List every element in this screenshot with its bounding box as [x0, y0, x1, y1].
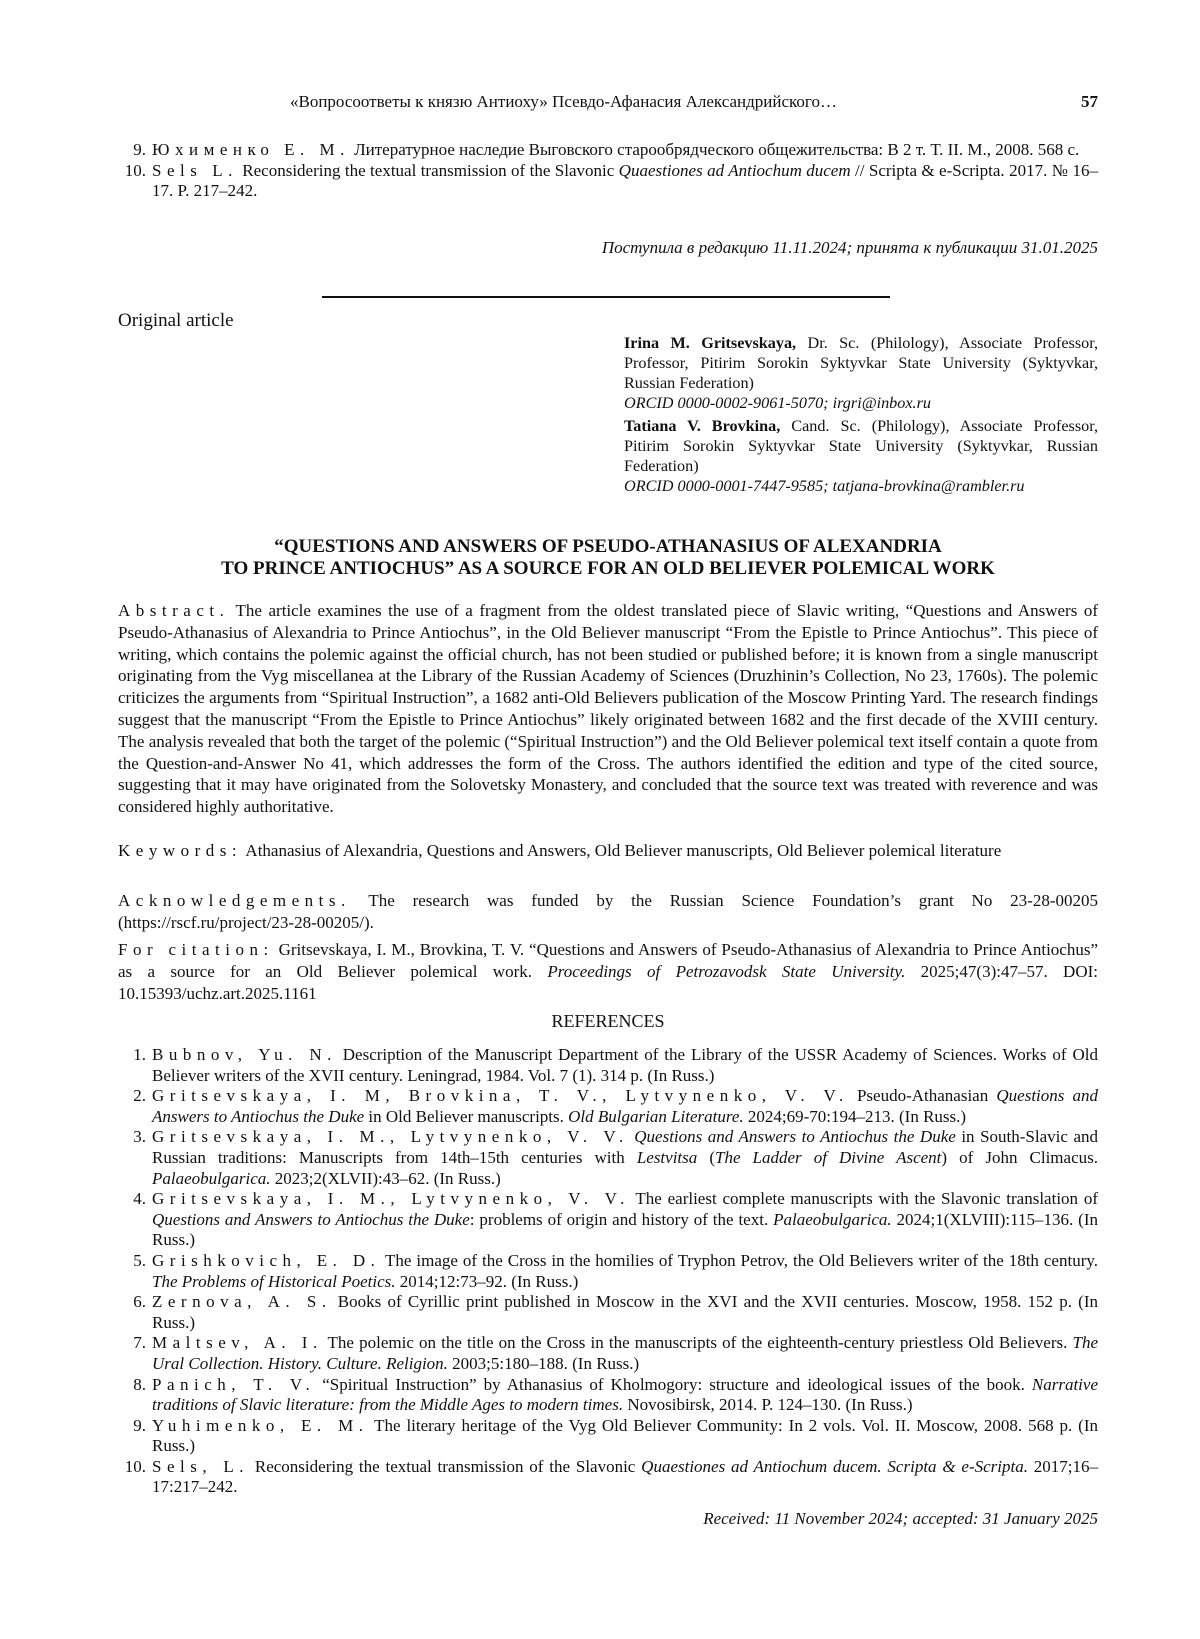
reference-text: 2023;2(XLVII):43–62. (In Russ.) — [270, 1168, 501, 1188]
reference-number: 8. — [133, 1374, 146, 1394]
reference-text: 2024;69-70:194–213. (In Russ.) — [743, 1106, 967, 1126]
reference-text: The image of the Cross in the homilies of Tryphon Petrov, the Old Believers writer of the 18th century. — [385, 1250, 1098, 1270]
reference-text: 2003;5:180–188. (In Russ.) — [447, 1353, 640, 1373]
article-title-line-2: TO PRINCE ANTIOCHUS” AS A SOURCE FOR AN OLD BELIEVER POLEMICAL WORK — [221, 557, 995, 579]
author-name: Irina M. Gritsevskaya, — [624, 334, 797, 352]
reference-text: // Scripta & e-Scripta. 2017. № 16–17. P. 217–242. — [152, 160, 1098, 201]
reference-number: 1. — [133, 1045, 146, 1064]
reference-author: Gritsevskaya, I. M, Brovkina, T. V., Lytvynenko, V. V. — [152, 1086, 849, 1106]
author-affiliation: Cand. Sc. (Philology), Associate Professor, Pitirim Sorokin Syktyvkar State University (Syktyvkar, Russian Federation) — [624, 417, 1099, 475]
author-name: Tatiana V. Brovkina, — [624, 417, 781, 435]
acknowledgements-label: Acknowledgements. — [118, 891, 351, 910]
reference-title: The Problems of Historical Poetics. — [152, 1271, 396, 1291]
reference-number: 6. — [133, 1292, 146, 1312]
reference-item — [118, 1045, 1098, 1086]
article-title-line-1: “QUESTIONS AND ANSWERS OF PSEUDO-ATHANASIUS OF ALEXANDRIA — [274, 536, 942, 557]
article-type: Original article — [118, 310, 234, 331]
running-head — [118, 92, 1098, 116]
reference-title: Old Bulgarian Literature. — [568, 1106, 744, 1126]
reference-number: 3. — [133, 1127, 146, 1147]
section-divider — [322, 296, 890, 298]
reference-text: Литературное наследие Выговского старообрядческого общежительства: В 2 т. Т. II. М., 2008. 568 с. — [354, 140, 1080, 159]
reference-text: 2014;12:73–92. (In Russ.) — [395, 1271, 579, 1291]
reference-text: Pseudo-Athanasian — [856, 1086, 997, 1106]
reference-text: The polemic on the title on the Cross in the manuscripts of the eighteenth-century priestless Old Believers. — [327, 1333, 1073, 1353]
reference-author: Zernova, A. S. — [152, 1292, 332, 1312]
citation — [118, 939, 1098, 1004]
ru-reference-10 — [118, 161, 1098, 202]
reference-text: 2024;1(XLVIII):115–136. (In Russ.) — [152, 1209, 1099, 1250]
author-block-2 — [624, 416, 1098, 496]
reference-text: ) of John Climacus. — [941, 1147, 1098, 1167]
en-received-note: Received: 11 November 2024; accepted: 31 January 2025 — [703, 1509, 1098, 1528]
references-heading: REFERENCES — [551, 1011, 665, 1031]
russian-reference-list — [118, 140, 1098, 202]
running-title: «Вопросоответы к князю Антиоху» Псевдо-Афанасия Александрийского… — [290, 92, 837, 111]
article-title — [118, 536, 1098, 579]
ru-received-note: Поступила в редакцию 11.11.2024; принята к публикации 31.01.2025 — [601, 238, 1098, 257]
reference-text: The earliest complete manuscripts with the Slavonic translation of — [635, 1189, 1098, 1209]
page-number: 57 — [1081, 92, 1098, 111]
keywords-text: Athanasius of Alexandria, Questions and Answers, Old Believer manuscripts, Old Believer polemical literature — [245, 841, 1002, 860]
acknowledgements — [118, 890, 1098, 934]
keywords — [118, 840, 1098, 862]
author-orcid: ORCID 0000-0002-9061-5070; irgri@inbox.ru — [624, 394, 931, 412]
reference-text: in Old Believer manuscripts. — [364, 1106, 569, 1126]
reference-title: Lestvitsa — [636, 1147, 698, 1167]
keywords-label: Keywords: — [118, 841, 243, 860]
reference-title: Quaestiones ad Antiochum ducem — [618, 160, 851, 180]
reference-number: 10. — [124, 1456, 146, 1476]
reference-item — [118, 1375, 1098, 1416]
reference-number: 4. — [133, 1189, 146, 1209]
reference-item — [118, 1457, 1098, 1498]
reference-author: Sels L. — [152, 160, 238, 180]
abstract-label: Abstract. — [118, 601, 230, 620]
abstract-text: The article examines the use of a fragment from the oldest translated piece of Slavic writing, “Questions and Answers of Pseudo-Athanasius of Alexandria to Prince Antiochus”, in the Old Believer manuscript “From the Epistle to Prince Antiochus”. This piece of writing, which contains the polemic against the official church, has not been studied or published before; it is known from a single manuscript originating from the Vyg miscellanea at the Library of the Russian Academy of Sciences (Druzhinin’s Collection, No 23, 1760s). The polemic criticizes the arguments from “Spiritual Instruction”, a 1682 anti-Old Believers publication of the Moscow Printing Yard. The research findings suggest that the manuscript “From the Epistle to Prince Antiochus” likely originated between 1682 and the first decade of the XVIII century. The analysis revealed that both the target of the polemic (“Spiritual Instruction”) and the Old Believer polemical text itself contain a quote from the Question-and-Answer No 41, which addresses the form of the Cross. The authors identified the edition and type of the cited source, suggesting that it may have originated from the Solovetsky Monastery, and concluded that the source text was treated with reverence and was considered highly authoritative. — [118, 601, 1098, 817]
reference-title: The Ural Collection. History. Culture. Religion. — [152, 1333, 1099, 1373]
reference-title: Palaeobulgarica. — [773, 1209, 892, 1229]
reference-text: Description of the Manuscript Department of the Library of the USSR Academy of Sciences. Works of Old Believer writers of the XVII century. Leningrad, 1984. Vol. 7 (1). 314 p. (In Russ.) — [152, 1045, 1098, 1085]
reference-number: 9. — [133, 140, 146, 159]
citation-text: Gritsevskaya, I. M., Brovkina, T. V. “Questions and Answers of Pseudo-Athanasius of Alexandria to Prince Antiochus” as a source for an Old Believer polemical work. — [118, 940, 1099, 981]
reference-title: Questions and Answers to Antiochus the Duke — [152, 1209, 470, 1229]
reference-list — [118, 1045, 1098, 1498]
reference-author: Maltsev, A. I. — [152, 1333, 323, 1353]
reference-text: Reconsidering the textual transmission of the Slavonic — [242, 160, 619, 180]
reference-item — [118, 1333, 1098, 1374]
reference-text: : problems of origin and history of the text. — [469, 1209, 774, 1229]
reference-text: in South-Slavic and Russian traditions: Manuscripts from 14th–15th centuries with — [152, 1127, 1098, 1167]
reference-text: 2017;16–17:217–242. — [152, 1456, 1099, 1497]
reference-title: Questions and Answers to Antiochus the Duke — [152, 1086, 1099, 1126]
abstract — [118, 600, 1098, 818]
reference-author: Panich, T. V. — [152, 1374, 316, 1394]
reference-title: Quaestiones ad Antiochum ducem. Scripta & e-Scripta. — [641, 1456, 1028, 1476]
reference-title: Questions and Answers to Antiochus the Duke — [634, 1127, 956, 1147]
reference-item — [118, 1416, 1098, 1457]
author-block-1 — [624, 333, 1098, 413]
reference-title: Narrative traditions of Slavic literature: from the Middle Ages to modern times. — [152, 1374, 1098, 1415]
author-orcid: ORCID 0000-0001-7447-9585; tatjana-brovkina@rambler.ru — [624, 477, 1025, 495]
reference-author: Sels, L. — [152, 1456, 250, 1476]
reference-author: Grishkovich, E. D. — [152, 1250, 381, 1270]
reference-author: Юхименко Е. М. — [152, 140, 350, 159]
reference-item — [118, 1292, 1098, 1333]
reference-title: Palaeobulgarica. — [152, 1168, 271, 1188]
reference-text: Books of Cyrillic print published in Moscow in the XVI and the XVII centuries. Moscow, 1958. 152 p. (In Russ.) — [152, 1292, 1098, 1332]
reference-item — [118, 1251, 1098, 1292]
reference-text: Reconsidering the textual transmission of the Slavonic — [254, 1456, 642, 1476]
reference-text: Novosibirsk, 2014. P. 124–130. (In Russ.) — [623, 1395, 913, 1415]
ru-reference-9 — [118, 140, 1098, 161]
reference-number: 2. — [133, 1086, 146, 1106]
reference-text: ( — [697, 1147, 715, 1167]
reference-text: “Spiritual Instruction” by Athanasius of Kholmogory: structure and ideological issues of the book. — [322, 1374, 1032, 1394]
citation-label: For citation: — [118, 940, 274, 959]
reference-number: 10. — [124, 160, 146, 180]
reference-item — [118, 1127, 1098, 1189]
reference-number: 7. — [133, 1333, 146, 1353]
reference-author: Gritsevskaya, I. M., Lytvynenko, V. V. — [152, 1189, 630, 1209]
reference-item — [118, 1086, 1098, 1127]
reference-author: Yuhimenko, E. M. — [152, 1415, 369, 1435]
reference-author: Bubnov, Yu. N. — [152, 1045, 337, 1064]
reference-item — [118, 1189, 1098, 1251]
reference-number: 9. — [133, 1415, 146, 1435]
reference-author: Gritsevskaya, I. M., Lytvynenko, V. V. — [152, 1127, 629, 1147]
author-affiliation: Dr. Sc. (Philology), Associate Professor, Professor, Pitirim Sorokin Syktyvkar State University (Syktyvkar, Russian Federation) — [624, 334, 1099, 392]
acknowledgements-text: The research was funded by the Russian Science Foundation’s grant No 23-28-00205 (https://rscf.ru/project/23-28-00205/). — [118, 891, 1098, 932]
reference-text: The literary heritage of the Vyg Old Believer Community: In 2 vols. Vol. II. Moscow, 2008. 568 p. (In Russ.) — [152, 1415, 1098, 1456]
reference-number: 5. — [133, 1250, 146, 1270]
citation-text: 2025;47(3):47–57. DOI: 10.15393/uchz.art.2025.1161 — [118, 961, 1098, 1003]
reference-title: The Ladder of Divine Ascent — [715, 1147, 942, 1167]
citation-journal: Proceedings of Petrozavodsk State University. — [547, 961, 906, 981]
